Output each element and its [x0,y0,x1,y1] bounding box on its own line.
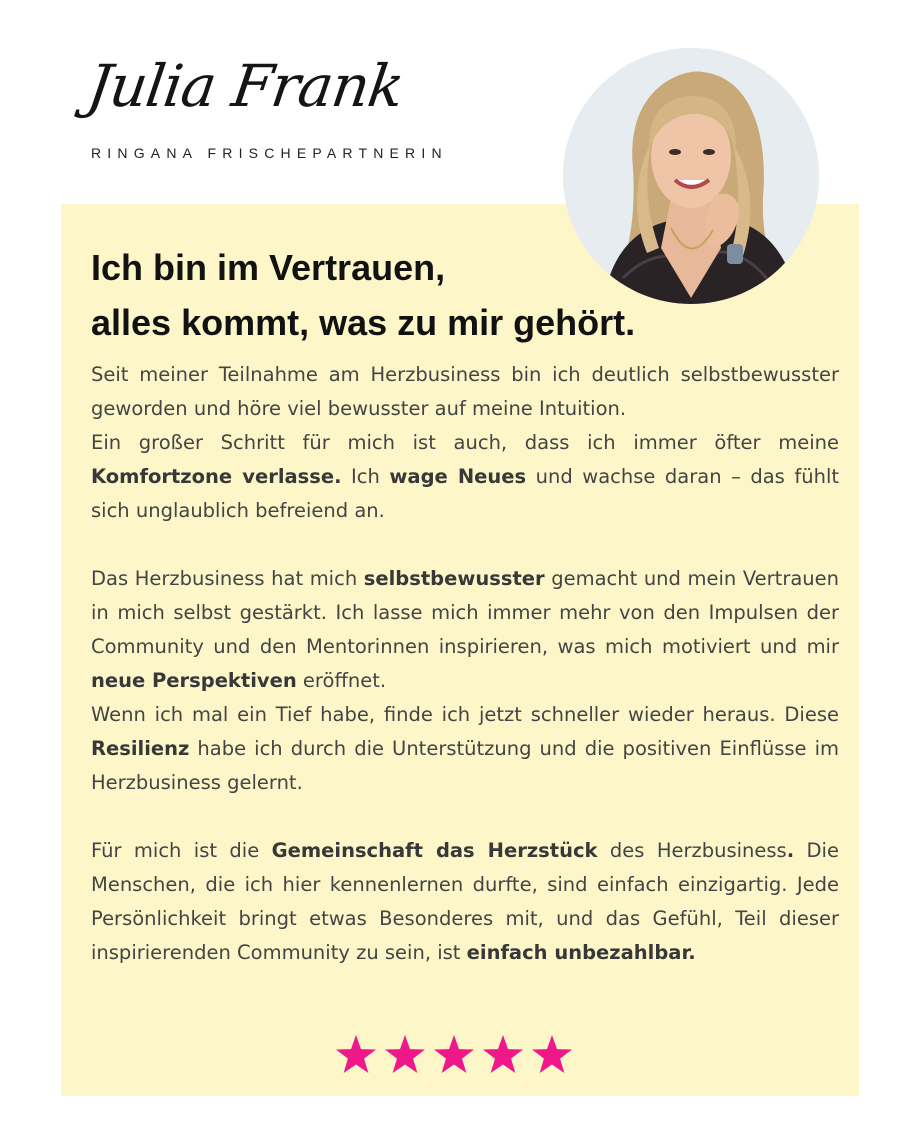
highlight-neue-perspektiven: neue Perspektiven [91,669,297,692]
paragraph-1: Seit meiner Teilnahme am Herzbusiness bin ich deutlich selbstbewusster geworden und höre viel bewusster auf meine Intuition. [91,363,839,420]
signature-name: Julia Frank [83,52,408,120]
headline [91,240,791,350]
highlight-komfortzone: Komfortzone verlasse. [91,465,342,488]
headline-line-2: alles kommt, was zu mir gehört. [91,302,636,343]
paragraph-2: Ein großer Schritt für mich ist auch, dass ich immer öfter meine Komfortzone verlasse. Ich wage Neues und wachse daran – das fühlt sich unglaublich befreiend an. [91,431,840,522]
paragraph-3: Das Herzbusiness hat mich selbstbewusster gemacht und mein Vertrauen in mich selbst gestärkt. Ich lasse mich immer mehr von den Impulsen der Community und den Mentorinnen inspirieren, was mich motiviert und mir neue Perspektiven eröffnet. [91,567,839,692]
highlight-unbezahlbar: einfach unbezahlbar. [466,941,696,964]
highlight-wage-neues: wage Neues [389,465,527,488]
subtitle: RINGANA FRISCHEPARTNERIN [91,145,448,161]
star-icon [483,1035,523,1073]
star-rating [334,1033,578,1077]
headline-line-1: Ich bin im Vertrauen, [91,247,446,288]
paragraph-5: Für mich ist die Gemeinschaft das Herzstück des Herzbusiness. Die Menschen, die ich hier kennenlernen durfte, sind einfach einzigartig. Jede Persönlichkeit bringt etwas Besonderes mit, und das Gefühl, Teil dieser inspirierenden Community zu sein, ist einfach unbezahlbar. [91,839,839,964]
highlight-selbstbewusster: selbstbewusster [363,567,545,590]
star-icon [532,1035,572,1073]
highlight-gemeinschaft: Gemeinschaft das Herzstück [271,839,598,862]
highlight-resilienz: Resilienz [91,737,190,760]
star-icon [385,1035,425,1073]
star-icon [336,1035,376,1073]
star-icon [434,1035,474,1073]
paragraph-4: Wenn ich mal ein Tief habe, finde ich jetzt schneller wieder heraus. Diese Resilienz habe ich durch die Unterstützung und die positiven Einflüsse im Herzbusiness gelernt. [91,703,839,794]
testimonial-body [91,358,839,970]
